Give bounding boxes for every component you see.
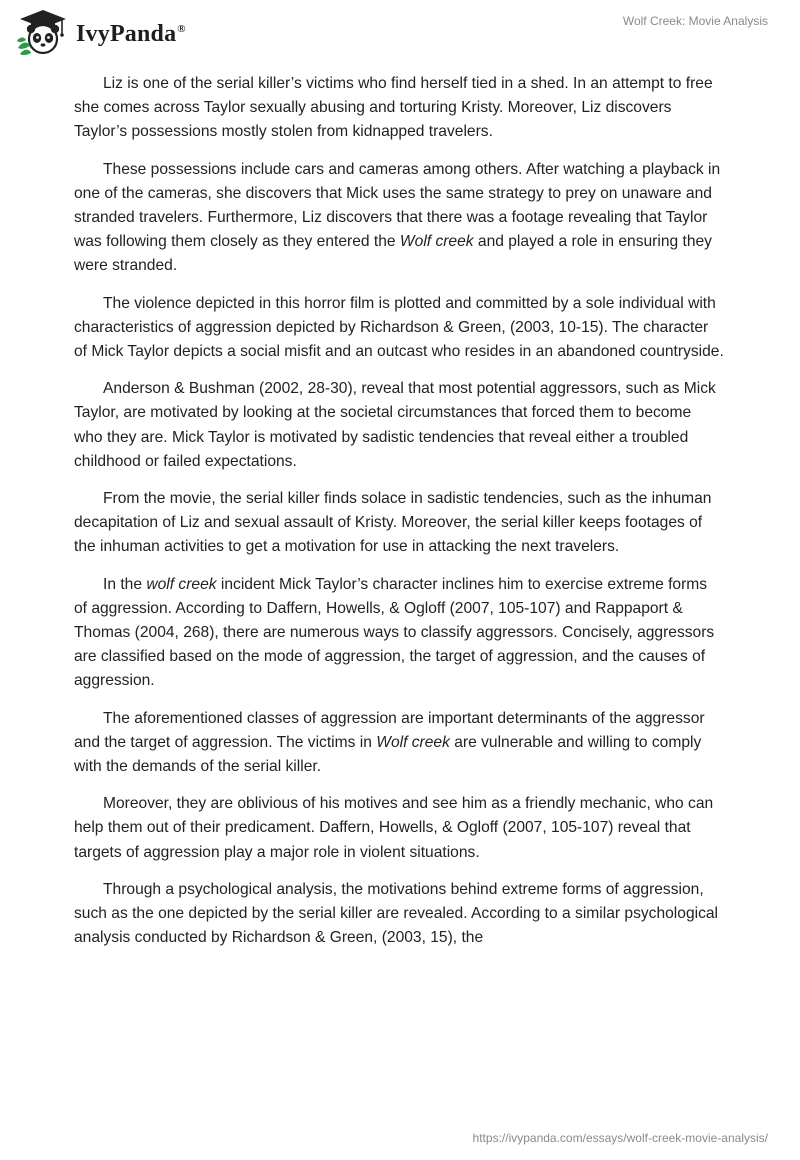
- paragraph: These possessions include cars and cameras among others. After watching a playback in one of the cameras, she discovers that Mick uses the same strategy to prey on unaware and stranded travelers. Furthermore, Liz discovers that there was a footage revealing that Taylor was following them closely as they entered the Wolf creek and played a role in ensuring they were stranded.: [74, 160, 721, 275]
- paragraph: Through a psychological analysis, the motivations behind extreme forms of aggression, such as the one depicted by the serial killer are revealed. According to a similar psychological analysis conducted by Richardson & Green, (2003, 15), the: [74, 880, 719, 947]
- paragraph: Moreover, they are oblivious of his motives and see him as a friendly mechanic, who can help them out of their predicament. Daffern, Howells, & Ogloff (2007, 105-107) reveal that targets of aggression play a major role in violent situations.: [74, 795, 714, 861]
- page-header: [0, 0, 800, 60]
- paragraph: From the movie, the serial killer finds solace in sadistic tendencies, such as the inhuman decapitation of Liz and sexual assault of Kristy. Moreover, the serial killer keeps footages of the inhuman activities to get a motivation for use in attacking the next travelers.: [74, 490, 712, 556]
- ivypanda-logo[interactable]: [14, 8, 186, 61]
- paragraph: In the wolf creek incident Mick Taylor’s character inclines him to exercise extreme forms of aggression. According to Daffern, Howells, & Ogloff (2007, 105-107) and Rappaport & Thomas (2004, 268), there are numerous ways to classify aggressors. Concisely, aggressors are classified based on the mode of aggression, the target of aggression, and the causes of aggression.: [74, 575, 715, 690]
- paragraph: The aforementioned classes of aggression are important determinants of the aggressor and the target of aggression. The victims in Wolf creek are vulnerable and willing to comply with the demands of the serial killer.: [74, 709, 705, 776]
- document-title: Wolf Creek: Movie Analysis: [622, 14, 768, 28]
- essay-body: [74, 72, 724, 964]
- paragraph: The violence depicted in this horror film is plotted and committed by a sole individual with characteristics of aggression depicted by Richardson & Green, (2003, 10-15). The character of Mick Taylor depicts a social misfit and an outcast who resides in an abandoned countryside.: [74, 294, 724, 361]
- paragraph: Anderson & Bushman (2002, 28-30), reveal that most potential aggressors, such as Mick Taylor, are motivated by looking at the societal circumstances that forced them to become who they are. Mick Taylor is motivated by sadistic tendencies that reveal either a troubled childhood or failed expectations.: [74, 380, 716, 470]
- source-url[interactable]: https://ivypanda.com/essays/wolf-creek-movie-analysis/: [472, 1131, 768, 1145]
- panda-graduate-icon: [14, 8, 72, 61]
- paragraph: Liz is one of the serial killer’s victims who find herself tied in a shed. In an attempt to free she comes across Taylor sexually abusing and torturing Kristy. Moreover, Liz discovers Taylor’s possessions mostly stolen from kidnapped travelers.: [74, 75, 713, 141]
- brand-name: IvyPanda®: [76, 21, 186, 47]
